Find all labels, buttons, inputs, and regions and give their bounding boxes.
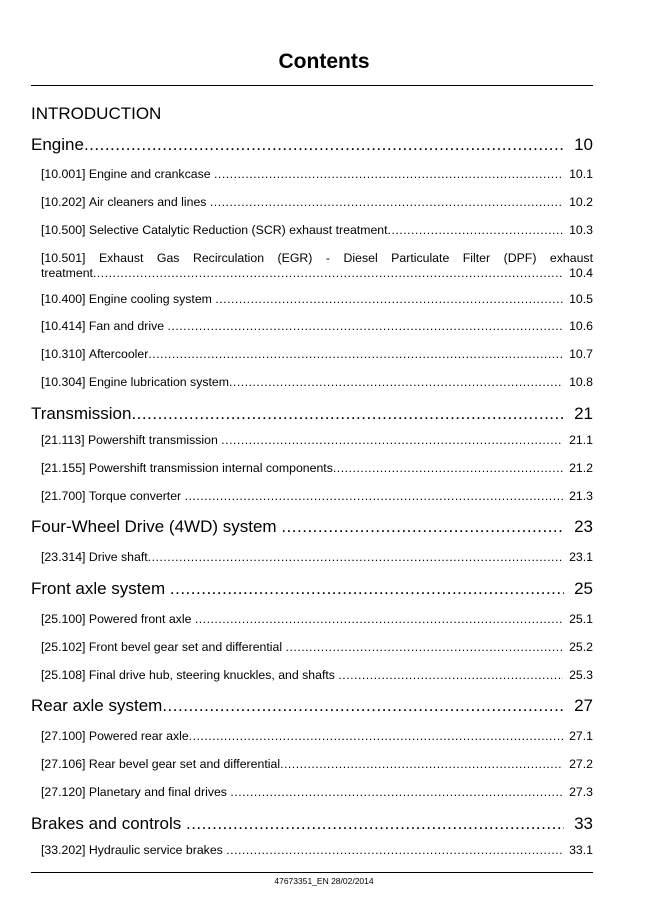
entry-title: Drive shaft <box>88 550 148 564</box>
page-number: 33.1 <box>569 843 593 857</box>
entry-title: Engine lubrication system <box>88 375 229 389</box>
dot-leader <box>230 785 563 799</box>
dot-leader <box>229 375 563 389</box>
dot-leader <box>148 347 563 361</box>
page-number: 25 <box>574 579 593 598</box>
page-number: 10.5 <box>569 292 593 306</box>
section-title: Engine <box>31 135 84 154</box>
entry-code: [27.120] <box>41 785 86 799</box>
dot-leader <box>226 843 563 857</box>
page-number: 10.7 <box>569 347 593 361</box>
dot-leader <box>162 696 564 716</box>
dot-leader <box>338 668 563 682</box>
entry-title-line2: treatment <box>41 266 93 280</box>
dot-leader <box>93 266 563 281</box>
toc-entry[interactable] <box>41 612 593 626</box>
entry-title: Powered rear axle <box>88 729 189 743</box>
entry-code: [23.314] <box>41 550 86 564</box>
entry-code: [27.100] <box>41 729 86 743</box>
entry-code: [10.202] <box>41 195 86 209</box>
toc-entry[interactable] <box>41 668 593 682</box>
toc-entry[interactable] <box>41 347 593 361</box>
toc-entry[interactable] <box>41 489 593 503</box>
toc-entry[interactable] <box>41 433 593 447</box>
toc-section-rear-axle[interactable] <box>31 696 593 716</box>
section-title: Rear axle system <box>31 696 163 715</box>
toc-entry[interactable] <box>41 251 593 281</box>
dot-leader <box>221 433 563 447</box>
entry-code: [33.202] <box>41 843 86 857</box>
entry-title: Hydraulic service brakes <box>88 843 223 857</box>
page-title: Contents <box>278 50 370 73</box>
page-number: 10 <box>574 135 593 154</box>
footer-doc-id: 47673351_EN 28/02/2014 <box>274 876 374 886</box>
page-number: 21.1 <box>569 433 593 447</box>
page-number: 10.4 <box>569 266 593 280</box>
toc-entry[interactable] <box>41 640 593 654</box>
dot-leader <box>214 167 563 181</box>
toc-entry[interactable] <box>41 843 593 857</box>
footer-rule <box>31 872 593 873</box>
page-number: 10.8 <box>569 375 593 389</box>
dot-leader <box>186 814 564 834</box>
page-number: 10.1 <box>569 167 593 181</box>
dot-leader <box>281 517 564 537</box>
dot-leader <box>148 550 563 564</box>
page-number: 10.2 <box>569 195 593 209</box>
dot-leader <box>189 729 563 743</box>
page-number: 33 <box>574 814 593 833</box>
page-number: 10.3 <box>569 223 593 237</box>
entry-title: Selective Catalytic Reduction (SCR) exhaust treatment <box>88 223 388 237</box>
introduction-heading: INTRODUCTION <box>31 104 162 123</box>
entry-title-line1: [10.501] Exhaust Gas Recirculation (EGR) - Diesel Particulate Filter (DPF) exhaust <box>41 251 593 265</box>
header-rule <box>31 85 593 86</box>
page-number: 27.1 <box>569 729 593 743</box>
dot-leader <box>280 757 563 771</box>
toc-entry[interactable] <box>41 729 593 743</box>
entry-code: [10.400] <box>41 292 86 306</box>
toc-entry[interactable] <box>41 195 593 209</box>
toc-entry[interactable] <box>41 223 593 237</box>
entry-title: Air cleaners and lines <box>88 195 207 209</box>
entry-code: [21.700] <box>41 489 86 503</box>
entry-code: [25.102] <box>41 640 86 654</box>
toc-entry[interactable] <box>41 292 593 306</box>
entry-title: Front bevel gear set and differential <box>88 640 283 654</box>
entry-title: Planetary and final drives <box>88 785 227 799</box>
entry-code: [21.155] <box>41 461 86 475</box>
page-number: 21 <box>574 404 593 423</box>
page-number: 10.6 <box>569 319 593 333</box>
dot-leader <box>210 195 563 209</box>
entry-title: Engine and crankcase <box>88 167 211 181</box>
entry-code: [10.310] <box>41 347 86 361</box>
page-number: 25.3 <box>569 668 593 682</box>
section-title: Brakes and controls <box>31 814 182 833</box>
dot-leader <box>286 640 564 654</box>
page-number: 23.1 <box>569 550 593 564</box>
dot-leader <box>168 319 564 333</box>
toc-entry[interactable] <box>41 461 593 475</box>
page-number: 27 <box>574 696 593 715</box>
toc-entry[interactable] <box>41 167 593 181</box>
entry-title: Powershift transmission internal components <box>88 461 333 475</box>
section-title: Four-Wheel Drive (4WD) system <box>31 517 277 536</box>
entry-title: Rear bevel gear set and differential <box>88 757 281 771</box>
entry-code: [10.500] <box>41 223 86 237</box>
entry-title: Fan and drive <box>88 319 165 333</box>
entry-code: [27.106] <box>41 757 86 771</box>
dot-leader <box>333 461 563 475</box>
page-number: 21.3 <box>569 489 593 503</box>
dot-leader <box>84 135 564 155</box>
dot-leader <box>388 223 564 237</box>
entry-title: Powershift transmission <box>87 433 218 447</box>
page-number: 27.3 <box>569 785 593 799</box>
toc-section-transmission[interactable] <box>31 404 593 424</box>
page-number: 25.1 <box>569 612 593 626</box>
toc-entry[interactable] <box>41 375 593 389</box>
entry-title: Final drive hub, steering knuckles, and shafts <box>88 668 335 682</box>
entry-code: [10.414] <box>41 319 86 333</box>
entry-code: [25.108] <box>41 668 86 682</box>
dot-leader <box>185 489 563 503</box>
page-number: 21.2 <box>569 461 593 475</box>
dot-leader <box>131 404 564 424</box>
toc-entry[interactable] <box>41 785 593 799</box>
toc-entry[interactable] <box>41 757 593 771</box>
entry-code: [21.113] <box>41 433 85 447</box>
page-number: 27.2 <box>569 757 593 771</box>
entry-title: Torque converter <box>88 489 182 503</box>
entry-code: [25.100] <box>41 612 86 626</box>
toc-section-brakes[interactable] <box>31 814 593 834</box>
section-title: Front axle system <box>31 579 166 598</box>
toc-section-engine[interactable] <box>31 135 593 155</box>
toc-section-front-axle[interactable] <box>31 579 593 599</box>
dot-leader <box>195 612 563 626</box>
toc-entry[interactable] <box>41 550 593 564</box>
page-number: 23 <box>574 517 593 536</box>
section-title: Transmission <box>31 404 132 423</box>
entry-title: Engine cooling system <box>88 292 212 306</box>
entry-code: [10.001] <box>41 167 86 181</box>
toc-section-4wd[interactable] <box>31 517 593 537</box>
dot-leader <box>215 292 563 306</box>
toc-entry[interactable] <box>41 319 593 333</box>
entry-title: Aftercooler <box>88 347 149 361</box>
page-number: 25.2 <box>569 640 593 654</box>
entry-title: Powered front axle <box>88 612 192 626</box>
entry-code: [10.304] <box>41 375 86 389</box>
dot-leader <box>170 579 564 599</box>
